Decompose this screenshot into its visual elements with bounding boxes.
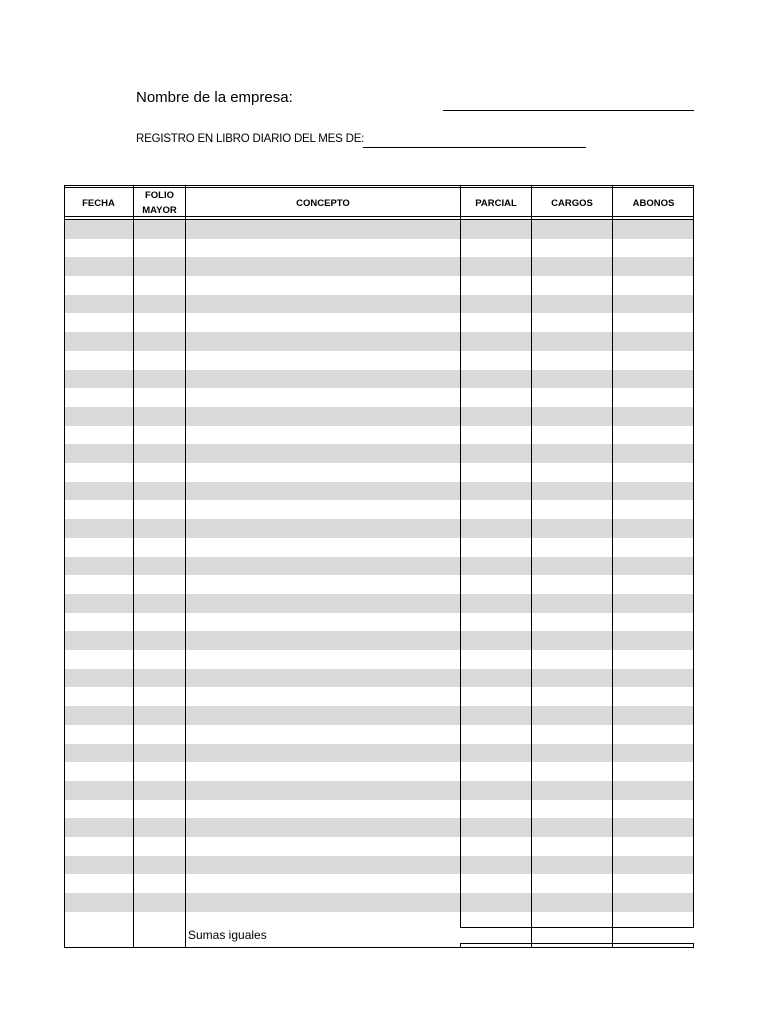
- register-month-blank[interactable]: [363, 147, 586, 148]
- journal-ledger-table: [64, 185, 694, 948]
- header-abonos: ABONOS: [632, 197, 675, 209]
- company-name-blank[interactable]: [443, 110, 694, 111]
- column-divider-folio: [185, 185, 186, 947]
- header-folio-mayor: FOLIO MAYOR: [142, 190, 177, 216]
- column-divider-fecha: [133, 185, 134, 947]
- totals-divider-2: [612, 927, 613, 947]
- register-month-label: REGISTRO EN LIBRO DIARIO DEL MES DE:: [136, 133, 365, 145]
- header-parcial: PARCIAL: [475, 197, 517, 209]
- sumas-iguales-label: Sumas iguales: [188, 928, 267, 942]
- header-concepto: CONCEPTO: [296, 197, 350, 209]
- ledger-outer-border: [64, 185, 694, 948]
- header-double-rule: [64, 219, 694, 220]
- header-fecha: FECHA: [82, 197, 115, 209]
- column-divider-cargos: [612, 185, 613, 947]
- totals-box: [460, 927, 694, 944]
- column-divider-concepto: [460, 185, 461, 947]
- header-cargos: CARGOS: [551, 197, 593, 209]
- totals-divider-1: [531, 927, 532, 947]
- company-name-label: Nombre de la empresa:: [136, 89, 293, 106]
- column-divider-parcial: [531, 185, 532, 947]
